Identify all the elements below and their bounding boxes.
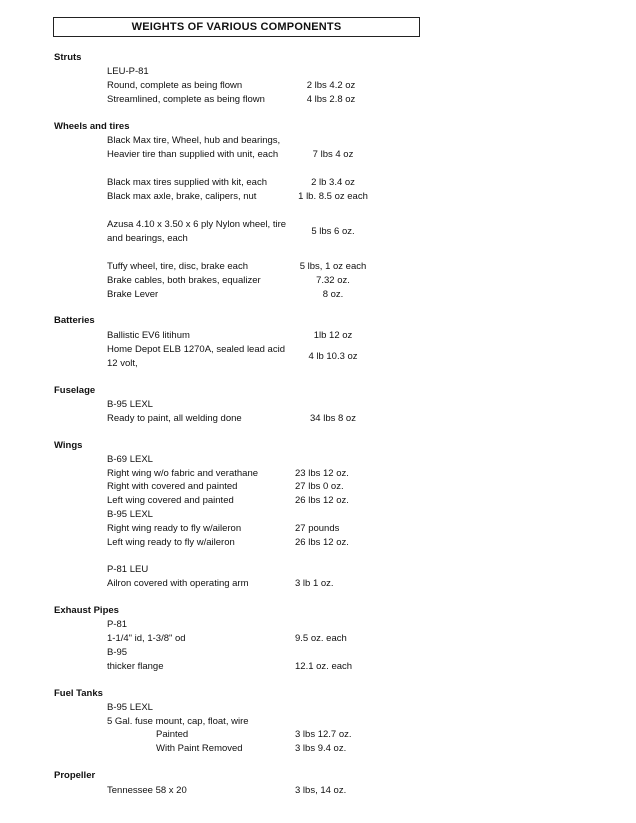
- fuel-item-label: With Paint Removed: [156, 743, 243, 754]
- section-heading-fuel: Fuel Tanks: [54, 688, 103, 699]
- wheels-item-label: Black max tires supplied with kit, each: [107, 177, 267, 188]
- wheels-item-label: Black max axle, brake, calipers, nut: [107, 191, 257, 202]
- struts-item-value: 4 lbs 2.8 oz: [306, 94, 356, 105]
- propeller-item-label: Tennessee 58 x 20: [107, 785, 187, 796]
- fuselage-model: B-95 LEXL: [107, 399, 153, 410]
- wings-item-value: 26 lbs 12 oz.: [295, 537, 349, 548]
- wings-item-value: 27 pounds: [295, 523, 340, 534]
- struts-model: LEU-P-81: [107, 66, 149, 77]
- wheels-item-value: 7 lbs 4 oz: [312, 149, 354, 160]
- section-heading-fuselage: Fuselage: [54, 385, 96, 396]
- fuel-item-label: 5 Gal. fuse mount, cap, float, wire: [107, 716, 249, 727]
- exhaust-item-label: thicker flange: [107, 661, 164, 672]
- page-title: WEIGHTS OF VARIOUS COMPONENTS: [53, 17, 420, 37]
- section-heading-wheels: Wheels and tires: [54, 121, 130, 132]
- batteries-item-value: 1lb 12 oz: [313, 330, 353, 341]
- struts-item-value: 2 lbs 4.2 oz: [306, 80, 356, 91]
- batteries-item-label: Home Depot ELB 1270A, sealed lead acid: [107, 344, 285, 355]
- exhaust-item-value: 9.5 oz. each: [295, 633, 347, 644]
- wheels-item-value: 5 lbs 6 oz.: [311, 226, 355, 237]
- wheels-item-value: 5 lbs, 1 oz each: [299, 261, 367, 272]
- struts-item-label: Round, complete as being flown: [107, 80, 243, 91]
- batteries-item-value: 4 lb 10.3 oz: [308, 351, 358, 362]
- fuel-item-value: 3 lbs 9.4 oz.: [295, 743, 347, 754]
- section-heading-struts: Struts: [54, 52, 82, 63]
- wheels-item-label: Tuffy wheel, tire, disc, brake each: [107, 261, 248, 272]
- wheels-item-label: Brake cables, both brakes, equalizer: [107, 275, 261, 286]
- exhaust-model: B-95: [107, 647, 128, 658]
- fuel-item-label: Painted: [156, 729, 189, 740]
- wings-item-label: Left wing covered and painted: [107, 495, 234, 506]
- wheels-item-label: Black Max tire, Wheel, hub and bearings,: [107, 135, 281, 146]
- wings-item-label: Right wing w/o fabric and verathane: [107, 468, 259, 479]
- wings-model: B-69 LEXL: [107, 454, 153, 465]
- wings-item-value: 23 lbs 12 oz.: [295, 468, 349, 479]
- fuel-item-value: 3 lbs 12.7 oz.: [295, 729, 352, 740]
- wings-item-value: 3 lb 1 oz.: [295, 578, 334, 589]
- section-heading-exhaust: Exhaust Pipes: [54, 605, 119, 616]
- section-heading-batteries: Batteries: [54, 315, 95, 326]
- wheels-item-label: Azusa 4.10 x 3.50 x 6 ply Nylon wheel, tire: [107, 219, 287, 230]
- section-heading-wings: Wings: [54, 440, 83, 451]
- wheels-item-value: 1 lb. 8.5 oz each: [298, 191, 368, 202]
- wheels-item-value: 7.32 oz.: [316, 275, 350, 286]
- wings-item-label: Ailron covered with operating arm: [107, 578, 249, 589]
- wings-model: P-81 LEU: [107, 564, 149, 575]
- wheels-item-label: Brake Lever: [107, 289, 159, 300]
- propeller-item-value: 3 lbs, 14 oz.: [295, 785, 347, 796]
- fuel-model: B-95 LEXL: [107, 702, 153, 713]
- section-heading-propeller: Propeller: [54, 770, 96, 781]
- wings-item-value: 26 lbs 12 oz.: [295, 495, 349, 506]
- wings-item-label: Left wing ready to fly w/aileron: [107, 537, 235, 548]
- wings-model: B-95 LEXL: [107, 509, 153, 520]
- wheels-item-value: 2 lb 3.4 oz: [311, 177, 355, 188]
- batteries-item-label: 12 volt,: [107, 358, 138, 369]
- exhaust-item-value: 12.1 oz. each: [295, 661, 353, 672]
- fuselage-item-label: Ready to paint, all welding done: [107, 413, 242, 424]
- exhaust-model: P-81: [107, 619, 128, 630]
- wheels-item-label: Heavier tire than supplied with unit, each: [107, 149, 279, 160]
- wings-item-value: 27 lbs 0 oz.: [295, 481, 344, 492]
- batteries-item-label: Ballistic EV6 litihum: [107, 330, 190, 341]
- wheels-item-label: and bearings, each: [107, 233, 188, 244]
- struts-item-label: Streamlined, complete as being flown: [107, 94, 265, 105]
- wings-item-label: Right with covered and painted: [107, 481, 238, 492]
- fuselage-item-value: 34 lbs 8 oz: [310, 413, 356, 424]
- exhaust-item-label: 1-1/4" id, 1-3/8" od: [107, 633, 186, 644]
- wheels-item-value: 8 oz.: [322, 289, 344, 300]
- wings-item-label: Right wing ready to fly w/aileron: [107, 523, 242, 534]
